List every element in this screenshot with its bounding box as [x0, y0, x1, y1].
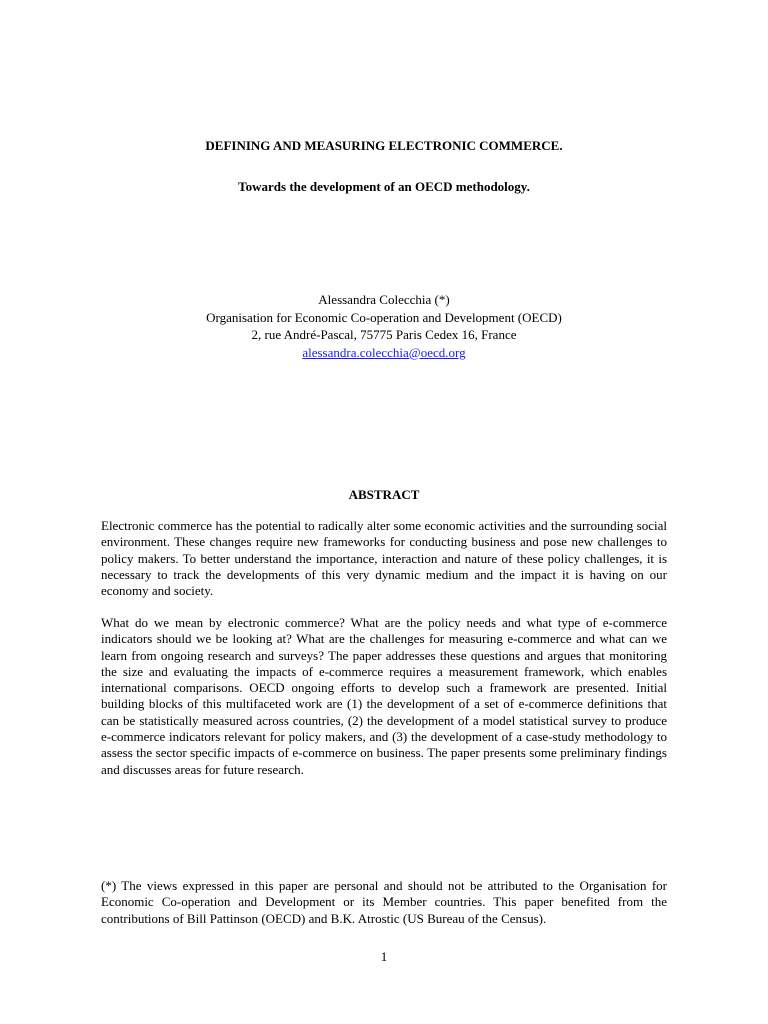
abstract-heading: ABSTRACT [348, 487, 420, 502]
author-name: Alessandra Colecchia (*) [318, 292, 450, 307]
paper-title: DEFINING AND MEASURING ELECTRONIC COMMERCE. [205, 138, 563, 153]
abstract-paragraph-2: What do we mean by electronic commerce? What are the policy needs and what type of e-commerce indicators should we be looking at? What are the challenges for measuring e-commerce and what can we learn from ongoing research and surveys? The paper addresses these questions and argues that monitoring the size and evaluating the impacts of e-commerce requires a measurement framework, which enables international comparisons. OECD ongoing efforts to develop such a framework are presented. Initial building blocks of this multifaceted work are (1) the development of a set of e-commerce definitions that can be statistically measured across countries, (2) the development of a model statistical survey to produce e-commerce indicators relevant for policy makers, and (3) the development of a case-study methodology to assess the sector specific impacts of e-commerce on business. The paper presents some preliminary findings and discusses areas for future research. [101, 615, 667, 777]
footnote: (*) The views expressed in this paper are personal and should not be attributed to the Organisation for Economic Co-operation and Development or its Member countries. This paper benefited from the contributions of Bill Pattinson (OECD) and B.K. Atrostic (US Bureau of the Census). [101, 878, 667, 926]
author-address: 2, rue André-Pascal, 75775 Paris Cedex 16, France [251, 327, 517, 342]
paper-subtitle: Towards the development of an OECD methodology. [238, 179, 530, 194]
author-email-link[interactable]: alessandra.colecchia@oecd.org [302, 344, 466, 360]
author-organisation: Organisation for Economic Co-operation and Development (OECD) [206, 309, 562, 325]
abstract-paragraph-1: Electronic commerce has the potential to radically alter some economic activities and the surrounding social environment. These changes require new frameworks for conducting business and pose new challenges to policy makers. To better understand the importance, interaction and nature of these policy challenges, it is necessary to track the developments of this very dynamic medium and the impact it is having on our economy and society. [101, 518, 667, 599]
author-block [0, 291, 768, 361]
page-number: 1 [380, 949, 388, 964]
